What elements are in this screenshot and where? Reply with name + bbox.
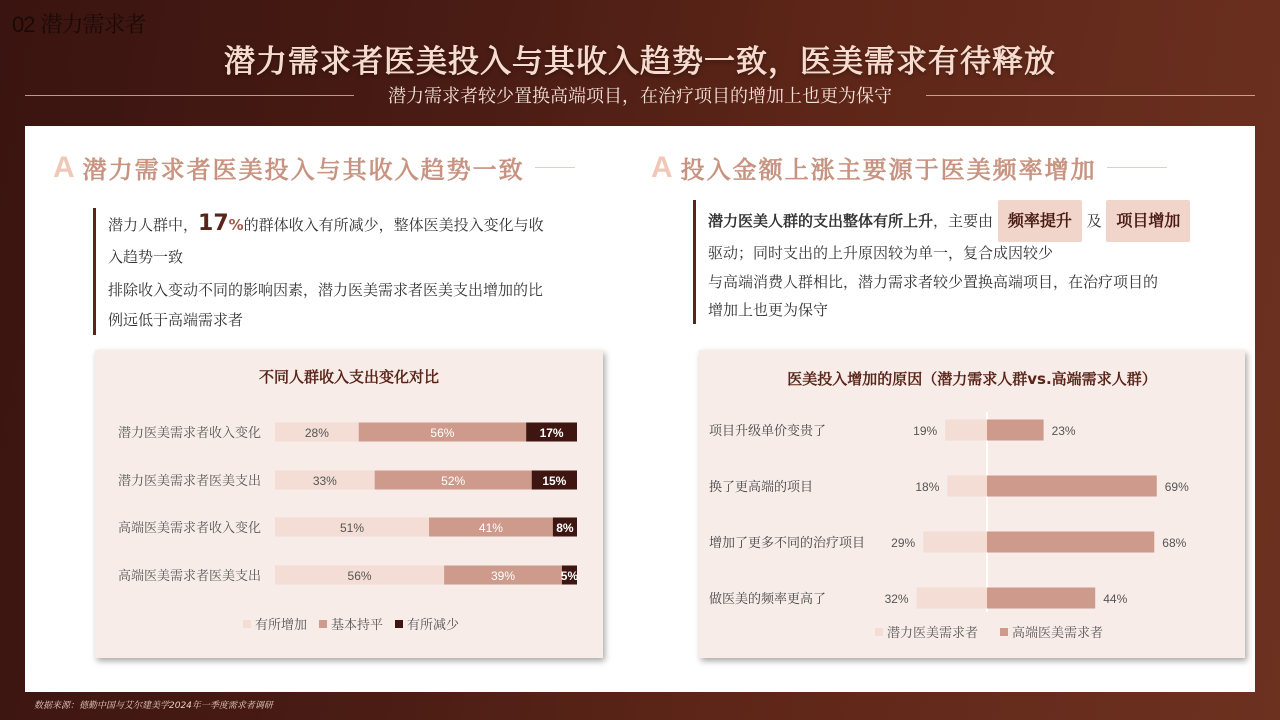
- data-label: 52%: [441, 474, 466, 488]
- left-para-2: [108, 275, 593, 335]
- right-bullets: [693, 200, 1233, 324]
- left-p1-percent: %: [228, 216, 244, 234]
- right-p2-line2: 增加上也更为保守: [708, 301, 829, 319]
- left-heading-text: 潜力需求者医美投入与其收入趋势一致: [82, 156, 525, 184]
- subtitle-divider-left: [25, 95, 354, 96]
- data-label: 39%: [490, 569, 516, 583]
- category-label: 做医美的频率更高了: [709, 591, 827, 606]
- data-label: 68%: [1162, 536, 1187, 550]
- subtitle-row: [25, 82, 1255, 108]
- section-number: 02: [12, 12, 35, 37]
- left-p2-line1: 排除收入变动不同的影响因素，潜力医美需求者医美支出增加的比: [108, 281, 544, 299]
- bar-left: [947, 476, 987, 497]
- left-section-heading: [53, 150, 575, 185]
- category-label: 潜力医美需求者收入变化: [117, 425, 261, 440]
- right-section-heading: [651, 150, 1167, 185]
- bar-left: [945, 420, 987, 441]
- bar-right: [987, 532, 1154, 553]
- right-heading-text: 投入金额上涨主要源于医美频率增加: [680, 156, 1097, 184]
- right-p2-line1: 与高端消费人群相比，潜力需求者较少置换高端项目，在治疗项目的: [708, 273, 1159, 291]
- left-p1-post: 的群体收入有所减少，整体医美投入变化与收: [243, 216, 544, 234]
- data-label: 51%: [339, 521, 365, 535]
- page-title: 潜力需求者医美投入与其收入趋势一致，医美需求有待释放: [224, 44, 1056, 80]
- bar-right: [987, 420, 1044, 441]
- data-label: 32%: [884, 592, 909, 606]
- bar-right: [987, 588, 1095, 609]
- content-panel: [25, 126, 1255, 692]
- letter-a-icon: A: [53, 150, 75, 184]
- right-p1-mid: ，主要由: [933, 212, 994, 230]
- income-expense-chart: [95, 350, 603, 658]
- letter-a-icon: A: [651, 150, 673, 184]
- chart1-svg: [95, 350, 603, 658]
- legend-label: 潜力医美需求者: [887, 625, 979, 640]
- left-para-1: [108, 208, 593, 241]
- category-label: 高端医美需求者收入变化: [117, 520, 261, 535]
- right-p1-and: 及: [1086, 212, 1102, 230]
- heading-tail-line: [535, 167, 575, 168]
- category-label: 换了更高端的项目: [709, 479, 814, 494]
- data-source-footnote: 数据来源：德勤中国与艾尔建美学2024年一季度需求者调研: [34, 701, 273, 711]
- legend-label: 有所增加: [255, 617, 308, 632]
- legend-swatch: [875, 628, 883, 636]
- data-label: 29%: [891, 536, 916, 550]
- data-label: 44%: [1103, 592, 1128, 606]
- data-label: 5%: [560, 569, 579, 583]
- heading-tail-line: [1107, 167, 1167, 168]
- chart2-title: 医美投入增加的原因（潜力需求人群vs.高端需求人群）: [787, 370, 1157, 388]
- bar-left: [923, 532, 987, 553]
- section-tag: [12, 8, 146, 39]
- legend-swatch: [1000, 628, 1008, 636]
- data-label: 19%: [913, 424, 938, 438]
- project-badge: 项目增加: [1106, 200, 1190, 242]
- data-label: 8%: [556, 521, 574, 535]
- left-p2-line2: 例远低于高端需求者: [108, 311, 244, 329]
- left-para-1-line2: 入趋势一致: [108, 248, 184, 266]
- frequency-badge: 频率提升: [998, 200, 1082, 242]
- legend-swatch: [319, 620, 327, 628]
- right-para-1: [708, 200, 1233, 242]
- left-bullets: [93, 208, 593, 335]
- data-label: 28%: [304, 426, 329, 440]
- data-label: 18%: [915, 480, 940, 494]
- category-label: 潜力医美需求者医美支出: [117, 473, 261, 488]
- legend-label: 高端医美需求者: [1012, 625, 1104, 640]
- right-p1-bold: 潜力医美人群的支出整体有所上升: [708, 212, 934, 230]
- chart1-title: 不同人群收入支出变化对比: [258, 368, 439, 386]
- data-label: 23%: [1051, 424, 1076, 438]
- bar-right: [987, 476, 1157, 497]
- legend-swatch: [395, 620, 403, 628]
- spending-reasons-chart: [699, 350, 1245, 658]
- right-para-2: [708, 268, 1233, 324]
- legend-label: 有所减少: [407, 617, 460, 632]
- data-label: 56%: [430, 426, 455, 440]
- subtitle-divider-right: [926, 95, 1255, 96]
- section-name: 潜力需求者: [40, 13, 146, 38]
- data-label: 41%: [478, 521, 503, 535]
- legend-label: 基本持平: [331, 617, 384, 632]
- category-label: 项目升级单价变贵了: [709, 423, 827, 438]
- left-p1-number: 17: [198, 211, 229, 236]
- data-label: 17%: [539, 426, 564, 440]
- data-label: 56%: [347, 569, 372, 583]
- right-para-1-line2: 驱动；同时支出的上升原因较为单一，复合成因较少: [708, 244, 1054, 262]
- legend-swatch: [243, 620, 251, 628]
- bar-left: [917, 588, 987, 609]
- category-label: 高端医美需求者医美支出: [117, 568, 261, 583]
- category-label: 增加了更多不同的治疗项目: [709, 535, 866, 550]
- chart2-svg: [699, 350, 1245, 658]
- left-p1-pre: 潜力人群中，: [108, 216, 199, 234]
- data-label: 15%: [542, 474, 567, 488]
- data-label: 69%: [1164, 480, 1189, 494]
- page-subtitle: 潜力需求者较少置换高端项目，在治疗项目的增加上也更为保守: [388, 86, 892, 107]
- data-label: 33%: [312, 474, 337, 488]
